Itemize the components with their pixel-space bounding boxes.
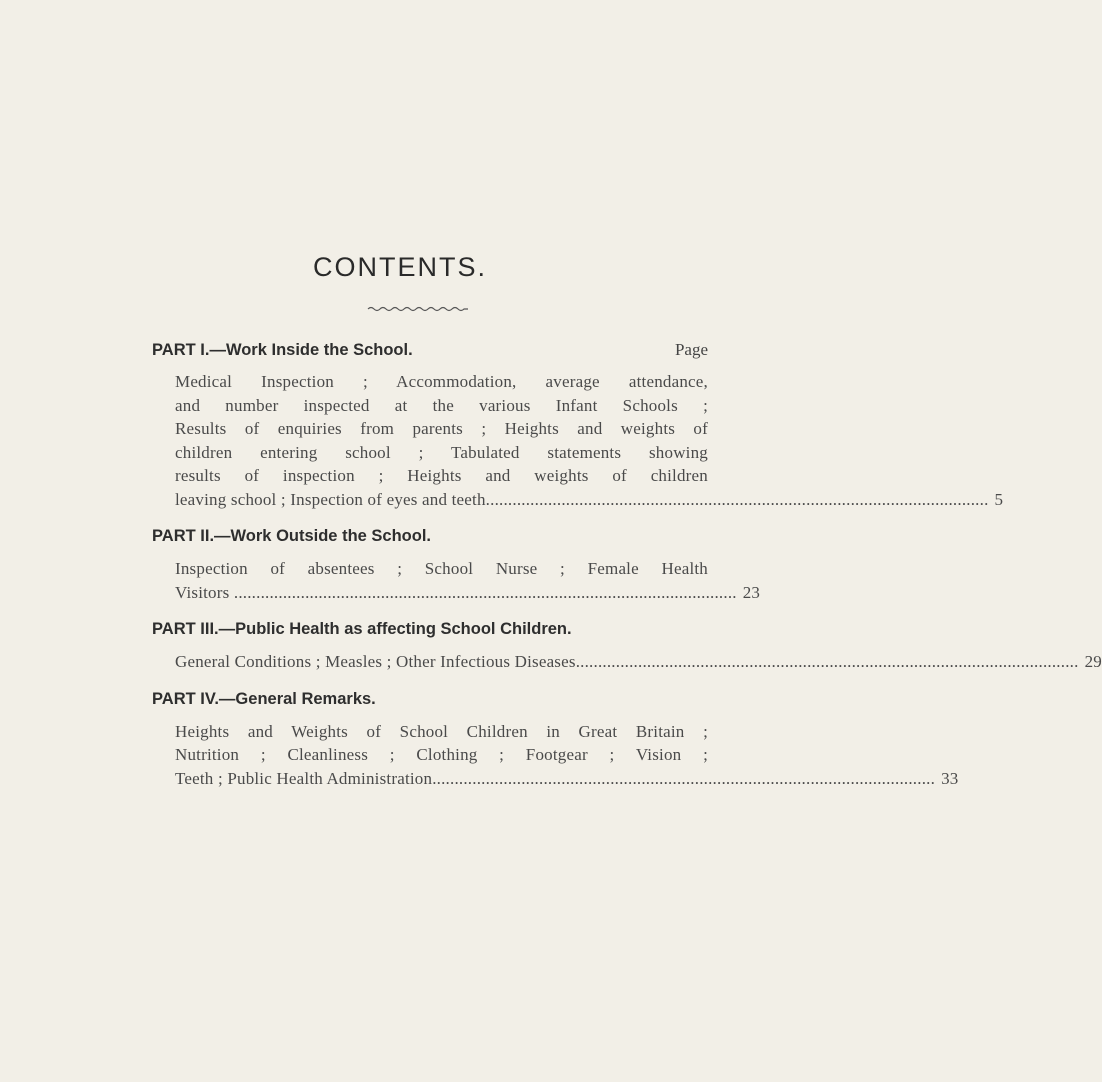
dot-leader: ................................................................................................................. [432,768,936,788]
entry-text-with-leader [175,767,935,791]
entry-text-with-leader [175,488,989,512]
part-heading: PART II.—Work Outside the School. [152,527,431,545]
entry-line: Inspection of absentees ; School Nurse ; Female Health [175,559,708,578]
entry-last-line [175,767,959,791]
table-of-contents [152,340,1102,806]
entry-text-with-leader [175,581,737,605]
entry-line: Heights and Weights of School Children in Great Britain ; [175,721,708,741]
part-heading: PART IV.—General Remarks. [152,689,376,708]
entry-line: Nutrition ; Cleanliness ; Clothing ; Footgear ; Vision ; [175,745,708,764]
dot-leader: ................................................................................................................. [485,489,989,509]
toc-entry [175,557,761,604]
part-heading: PART I.—Work Inside the School. [152,341,413,359]
page-number: 29 [1084,652,1102,671]
toc-section-part-2 [152,527,761,604]
entry-text: Visitors [175,582,230,602]
entry-text: Teeth ; Public Health Administration [175,768,433,788]
toc-entry [175,650,1102,674]
entry-line: and number inspected at the various Infant Schools ; [175,395,708,415]
entry-line: Medical Inspection ; Accommodation, average attendance, [175,372,708,391]
toc-section-part-1 [152,340,1004,511]
entry-last-line [175,650,1102,674]
page-column-header: Page [674,340,708,359]
entry-line: Results of enquiries from parents ; Heights and weights of [175,419,708,438]
part-heading: PART III.—Public Health as affecting School Children. [152,620,572,638]
page-number: 33 [941,768,959,788]
dot-leader: ................................................................................................................. [233,582,737,602]
page-number: 5 [994,489,1004,509]
toc-entry [175,370,1004,511]
toc-section-part-3 [152,620,1102,674]
entry-last-line [175,488,1004,512]
decorative-rule [366,304,470,314]
toc-entry [175,720,959,791]
entry-last-line [175,581,761,605]
entry-line: results of inspection ; Heights and weights of children [175,466,708,485]
page-number: 23 [742,582,761,602]
entry-text-with-leader [175,650,1079,674]
entry-text: General Conditions ; Measles ; Other Infectious Diseases [175,652,576,671]
entry-line: children entering school ; Tabulated statements showing [175,442,708,462]
toc-section-part-4 [152,689,959,791]
dot-leader: ................................................................................................................. [575,652,1079,671]
page-title: CONTENTS. [312,252,487,282]
entry-text: leaving school ; Inspection of eyes and teeth [175,489,486,509]
